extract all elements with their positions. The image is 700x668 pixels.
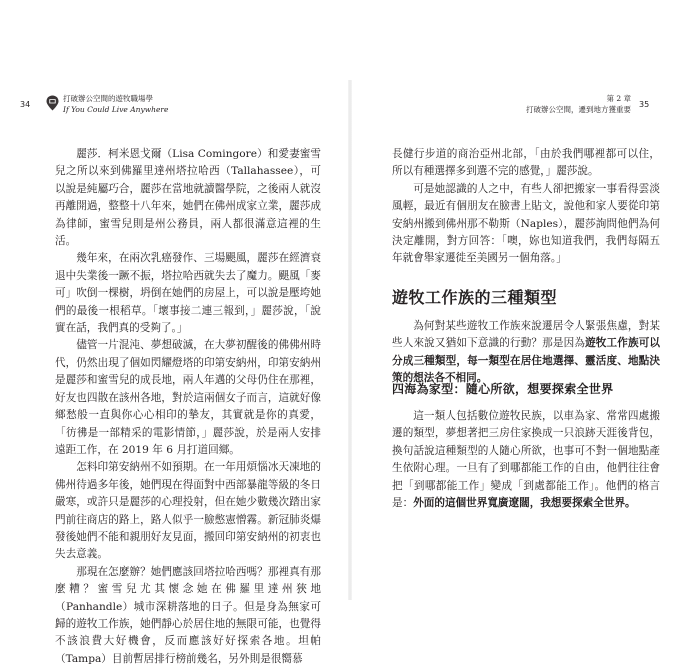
paragraph bbox=[392, 408, 660, 512]
paragraph: 幾年來，在兩次乳癌發作、三場颶風，麗莎在經濟衰退中失業後一蹶不振，塔拉哈西就失去了魔力。颶風「麥可」吹倒一棵樹，坍倒在她們的房屋上，可以說是壓垮她們的最後一根稻草。「壞事接二連三報到，」麗莎說，「說實在話，我們真的受夠了。」 bbox=[55, 252, 321, 335]
paragraph: 麗莎．柯米恩戈爾（Lisa Comingore）和愛妻蜜雪兒之所以來到佛羅里達州塔拉哈西（Tallahassee），可以說是純屬巧合，麗莎在當地就讀醫學院，之後兩人就沒再離開過，整整十八年來，她們在佛州成家立業，麗莎成為律師，蜜雪兒則是州公務員，兩人都很滿意這裡的生活。 bbox=[55, 148, 321, 248]
right-page bbox=[350, 0, 700, 651]
subsection-body bbox=[392, 408, 660, 512]
header-title: 打破辦公空間的遊牧職場學 bbox=[63, 94, 153, 103]
section-title: 遊牧工作族的三種類型 bbox=[392, 288, 558, 307]
chapter-label: 第 2 章 bbox=[606, 94, 631, 103]
subheading: 四海為家型：隨心所欲，想要探索全世界 bbox=[392, 382, 614, 396]
text-run: 這一類人包括數位遊牧民族，以車為家、常常四處搬遷的類型，夢想著把三房住家換成一只浪跡天涯後背包，換句話說這種類型的人隨心所欲，也事可不對一個地點產生依附心理。一旦有了到哪都能工作的自由，他們往往會把「到哪都能工作」變成「到處都能工作」。他們的格言是： bbox=[392, 410, 660, 510]
page-number: 35 bbox=[639, 100, 650, 109]
paragraph: 那現在怎麼辦？她們應該回塔拉哈西嗎？那裡真有那麼糟？蜜雪兒尤其懷念她在佛羅里達州狹地（Panhandle）城市深耕落地的日子。但是身為無家可歸的遊牧工作族，她們靜心於居住地的無限可能，也覺得不該浪費大好機會，反而應該好好探索各地。坦帕（Tampa）目前暫居排行榜前幾名，另外則是很嚮慕 bbox=[55, 565, 321, 665]
paragraph: 怎料印第安納州不如預期。在一年用煩惱冰天凍地的佛州待過多年後，她們現在得面對中西部暴龍等級的冬日嚴寒，或許只是麗莎的心理投射，但在她少數幾次踏出家門前往商店的路上，路人似乎一臉憋憲憎霧。新冠肺炎爆發後她們不能和親朋好友見面，搬回印第安納州的初衷也失去意義。 bbox=[55, 461, 321, 561]
left-page bbox=[0, 0, 350, 665]
bold-text: 遊牧工作族可以分成三種類型，每一類型在居住地選擇、靈活度、地點決策的想法各不相同。 bbox=[392, 337, 661, 385]
text-run: 為何對某些遊牧工作族來說遷居令人緊張焦慮，對某些人來說又猶如下意識的行動？那是因為 bbox=[392, 320, 660, 350]
left-body bbox=[55, 146, 321, 668]
paragraph bbox=[392, 318, 660, 388]
map-pin-logo-icon bbox=[46, 95, 59, 111]
paragraph: 長健行步道的商治亞州北部，「由於我們哪裡都可以住，所以有種選擇多到選不完的感覺，」麗莎說。 bbox=[392, 148, 660, 178]
header-subtitle: If You Could Live Anywhere bbox=[63, 105, 169, 114]
section-body bbox=[392, 318, 660, 388]
page-number: 34 bbox=[20, 100, 31, 109]
paragraph: 可是她認識的人之中，有些人卻把搬家一事看得雲淡風輕，最近有個朋友在臉書上貼文，說他和家人要從印第安納州搬到佛州那不勒斯（Naples），麗莎詢問他們為何決定離開，對方回答：「噢，妳也知道我們，我們每隔五年就會舉家遷徙至美國另一個角落。」 bbox=[392, 182, 660, 265]
paragraph: 儘管一片混沌、夢想破滅，在大夢初醒後的佛佛州時代，仍然出現了個如閃耀燈塔的印第安納州，印第安納州是麗莎和蜜雪兒的成長地，兩人年邁的父母仍住在那裡，好友也四散在該州各地，對於這兩個女子而言，這就好像鄉愁般一直與你心心相印的摯友，其實就是你的真愛，「彷彿是一部精采的電影情節，」麗莎說，於是兩人安排遠距工作，在 2019 年 6 月打道回鄉。 bbox=[55, 339, 321, 456]
bold-text: 外面的這個世界寬廣遼闊，我想要探索全世界。 bbox=[413, 497, 636, 510]
header-title: 打破辦公空間，遷到地方獲重要 bbox=[526, 105, 631, 114]
right-body-top bbox=[392, 146, 660, 268]
